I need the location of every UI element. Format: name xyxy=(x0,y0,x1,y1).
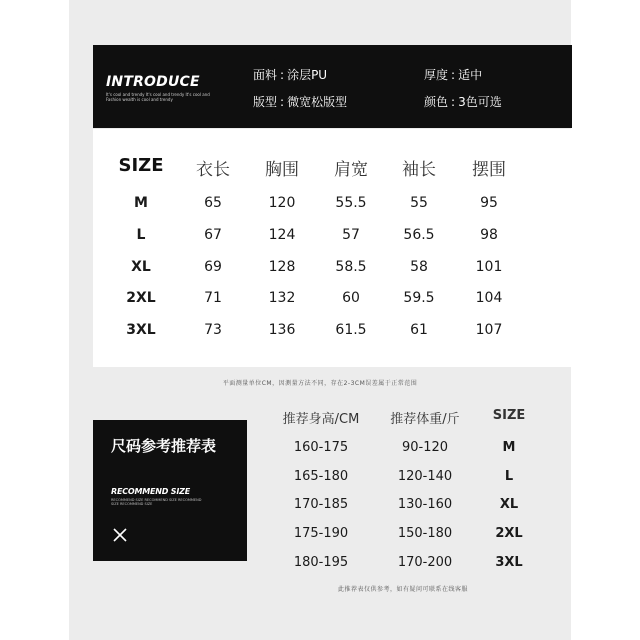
table-cell: 3XL xyxy=(495,555,523,570)
table-cell: XL xyxy=(131,259,151,275)
weight-header: 推荐体重/斤 xyxy=(390,412,460,427)
introduce-title: INTRODUCE xyxy=(106,74,200,90)
size-table xyxy=(93,129,572,367)
thickness-value: 适中 xyxy=(458,68,483,82)
table-cell: 57 xyxy=(342,227,360,243)
table-cell: L xyxy=(136,227,146,243)
height-header: 推荐身高/CM xyxy=(282,412,360,427)
table-cell: 130-160 xyxy=(397,497,453,512)
table-cell: 128 xyxy=(268,259,296,275)
chest-header: 胸围 xyxy=(265,160,299,180)
table-cell: 69 xyxy=(204,259,222,275)
hem-header: 摆围 xyxy=(472,160,506,180)
color-value: 3色可选 xyxy=(458,95,502,109)
table-cell: 160-175 xyxy=(293,440,349,455)
size-header: SIZE xyxy=(118,155,164,176)
table-cell: 60 xyxy=(342,290,360,306)
recommend-panel xyxy=(93,420,247,561)
introduce-panel xyxy=(93,45,572,128)
fabric-spec: 面料 : 涂层PU xyxy=(253,68,328,82)
table-cell: 180-195 xyxy=(293,555,349,570)
fit-spec: 版型 : 微宽松版型 xyxy=(253,95,348,109)
color-spec: 颜色 : 3色可选 xyxy=(424,95,502,109)
table-cell: 136 xyxy=(268,322,296,338)
sleeve-header: 袖长 xyxy=(402,160,436,180)
table-cell: 67 xyxy=(204,227,222,243)
length-header: 衣长 xyxy=(196,160,230,180)
measurement-note: 平面测量单位CM，因测量方法不同，存在2-3CM误差属于正常范围 xyxy=(222,380,418,387)
table-cell: 2XL xyxy=(495,526,523,541)
table-cell: 170-200 xyxy=(397,555,453,570)
table-cell: 90-120 xyxy=(401,440,449,455)
introduce-subtitle: It's cool and trendy It's cool and trendy It's cool and Fashion wealth is cool and trendy xyxy=(106,92,210,102)
crossed-lines-icon xyxy=(112,527,128,543)
table-cell: 95 xyxy=(480,195,498,211)
table-cell: 124 xyxy=(268,227,296,243)
fit-label: 版型 xyxy=(253,95,278,109)
table-cell: 73 xyxy=(204,322,222,338)
table-cell: 170-185 xyxy=(293,497,349,512)
table-cell: 150-180 xyxy=(397,526,453,541)
table-cell: 2XL xyxy=(126,290,156,306)
fabric-value: 涂层PU xyxy=(287,68,328,82)
table-cell: 61.5 xyxy=(335,322,367,338)
table-cell: 120-140 xyxy=(397,469,453,484)
recommend-note: 此推荐表仅供参考，如有疑问可联系在线客服 xyxy=(337,586,469,593)
fabric-label: 面料 xyxy=(253,68,278,82)
table-cell: 175-190 xyxy=(293,526,349,541)
table-cell: 107 xyxy=(475,322,503,338)
table-cell: XL xyxy=(499,497,519,512)
table-cell: 58 xyxy=(410,259,428,275)
table-cell: 56.5 xyxy=(403,227,435,243)
table-cell: 61 xyxy=(410,322,428,338)
rec-size-header: SIZE xyxy=(492,408,526,423)
table-cell: 55 xyxy=(410,195,428,211)
table-cell: 59.5 xyxy=(403,290,435,306)
recommend-en-title: RECOMMEND SIZE xyxy=(111,487,191,496)
table-cell: 58.5 xyxy=(335,259,367,275)
recommend-en-subtitle: RECOMMEND SIZE RECOMMEND SIZE RECOMMEND SIZE RECOMMEND SIZE xyxy=(111,498,202,506)
table-cell: 120 xyxy=(268,195,296,211)
table-cell: 98 xyxy=(480,227,498,243)
thickness-spec: 厚度 : 适中 xyxy=(424,68,483,82)
table-cell: 165-180 xyxy=(293,469,349,484)
table-cell: M xyxy=(134,195,148,211)
table-cell: 71 xyxy=(204,290,222,306)
table-cell: 65 xyxy=(204,195,222,211)
fit-value: 微宽松版型 xyxy=(287,95,348,109)
table-cell: L xyxy=(504,469,514,484)
table-cell: 55.5 xyxy=(335,195,367,211)
table-cell: 104 xyxy=(475,290,503,306)
table-cell: 132 xyxy=(268,290,296,306)
table-cell: 101 xyxy=(475,259,503,275)
table-cell: 3XL xyxy=(126,322,156,338)
shoulder-header: 肩宽 xyxy=(334,160,368,180)
recommend-title: 尺码参考推荐表 xyxy=(111,437,217,455)
thickness-label: 厚度 xyxy=(424,68,449,82)
table-cell: M xyxy=(502,440,516,455)
color-label: 颜色 xyxy=(424,95,449,109)
